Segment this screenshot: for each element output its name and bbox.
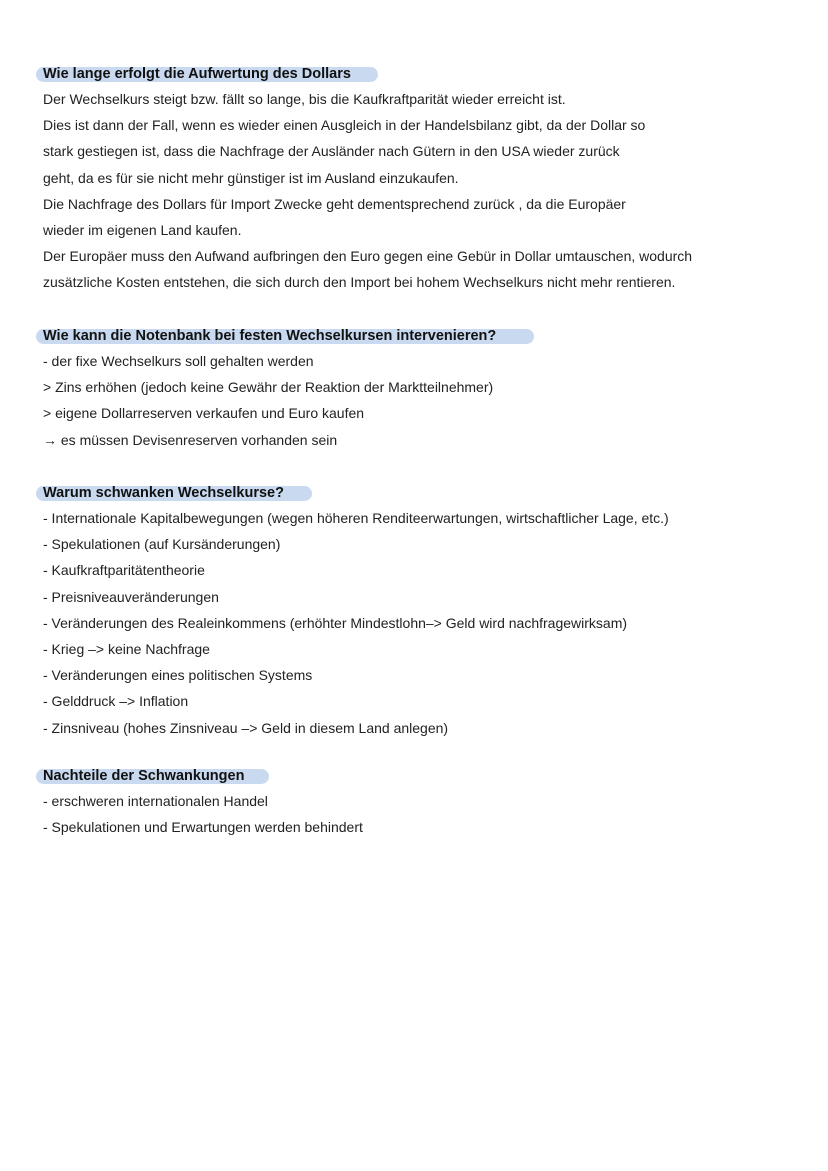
section-exchange-rate-fluctuations [36,481,806,741]
text-line: Die Nachfrage des Dollars für Import Zwecke geht dementsprechend zurück , da die Europäer [43,195,626,212]
list-item: - Zinsniveau (hohes Zinsniveau –> Geld in diesem Land anlegen) [43,719,449,736]
list-item: - Gelddruck –> Inflation [43,693,189,710]
section-heading: Warum schwanken Wechselkurse? [43,485,284,501]
list-item: - Spekulationen und Erwartungen werden behindert [43,819,363,836]
list-item: - Veränderungen des Realeinkommens (erhöhter Mindestlohn–> Geld wird nachfragewirksam) [43,614,628,631]
list-item: - Krieg –> keine Nachfrage [43,641,210,658]
list-item: - Kaufkraftparitätentheorie [43,562,205,579]
section-dollar-appreciation [36,62,806,296]
section-heading-container [36,481,806,505]
list-item: - Internationale Kapitalbewegungen (wegen höheren Renditeerwartungen, wirtschaftlicher Lage, etc.) [43,510,669,526]
list-item: - der fixe Wechselkurs soll gehalten werden [43,353,314,369]
section-heading: Wie lange erfolgt die Aufwertung des Dollars [43,66,351,82]
text-line: Der Wechselkurs steigt bzw. fällt so lange, bis die Kaufkraftparität wieder erreicht ist. [43,91,566,107]
list-item: - Spekulationen (auf Kursänderungen) [43,536,281,553]
list-item: → es müssen Devisenreserven vorhanden sein [43,431,338,448]
list-item: - erschweren internationalen Handel [43,793,268,809]
text-line: Der Europäer muss den Aufwand aufbringen den Euro gegen eine Gebür in Dollar umtauschen, wodurch [43,248,693,265]
list-item: - Veränderungen eines politischen Systems [43,667,313,684]
text-line: geht, da es für sie nicht mehr günstiger ist im Ausland einzukaufen. [43,169,459,186]
section-heading: Wie kann die Notenbank bei festen Wechselkursen intervenieren? [43,328,497,344]
list-item: - Preisniveauveränderungen [43,588,219,605]
list-item: > Zins erhöhen (jedoch keine Gewähr der Reaktion der Marktteilnehmer) [43,379,494,396]
section-heading-container [36,324,806,348]
section-disadvantages [36,764,806,840]
section-central-bank-intervention [36,324,806,453]
section-heading: Nachteile der Schwankungen [43,768,245,784]
section-heading-container [36,62,806,86]
text-line: wieder im eigenen Land kaufen. [43,222,242,239]
text-line: zusätzliche Kosten entstehen, die sich durch den Import bei hohem Wechselkurs nicht mehr rentieren. [43,274,676,291]
text-line: stark gestiegen ist, dass die Nachfrage der Ausländer nach Gütern in den USA wieder zurück [43,143,620,160]
list-item: > eigene Dollarreserven verkaufen und Euro kaufen [43,405,365,422]
section-heading-container [36,764,806,788]
text-line: Dies ist dann der Fall, wenn es wieder einen Ausgleich in der Handelsbilanz gibt, da der Dollar so [43,117,646,134]
